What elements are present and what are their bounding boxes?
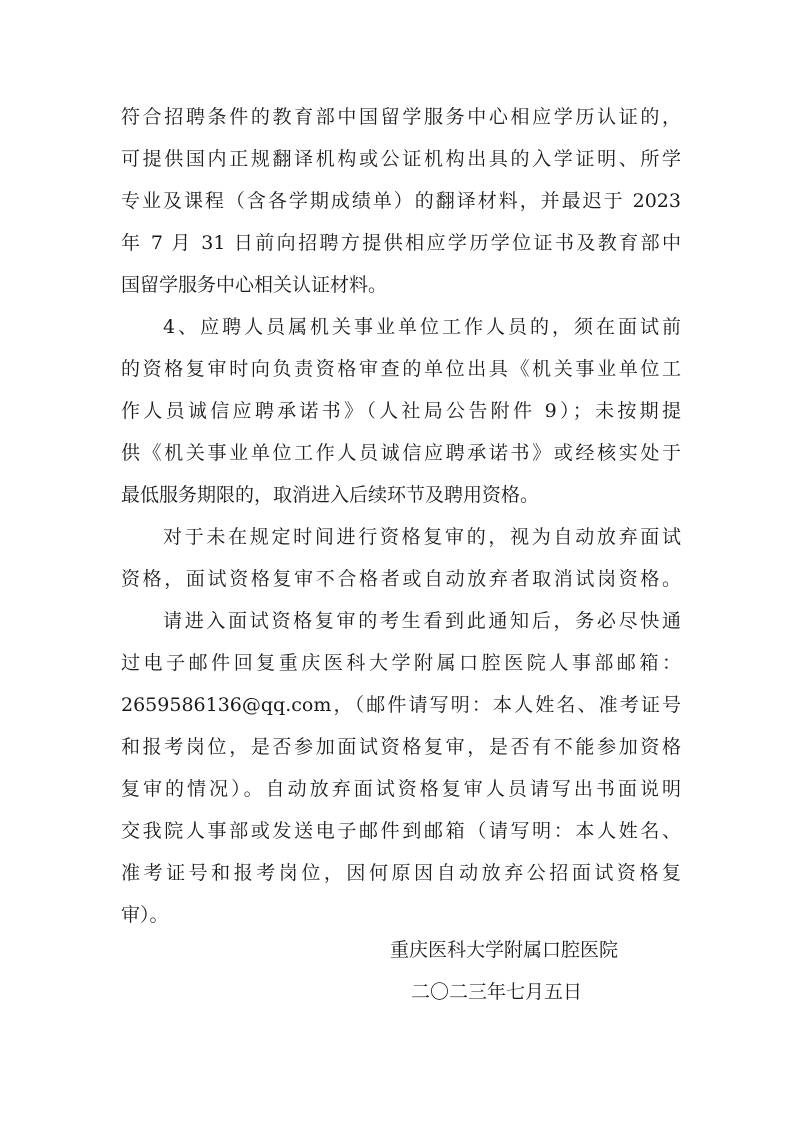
paragraph-2-line-5: 最低服务期限的，取消进入后续环节及聘用资格。 xyxy=(121,484,540,506)
paragraph-2-line-4: 供《机关事业单位工作人员诚信应聘承诺书》或经核实处于 xyxy=(121,442,681,464)
paragraph-4-line-5: 复审的情况）。自动放弃面试资格复审人员请写出书面说明 xyxy=(121,778,681,800)
paragraph-4-line-7: 准考证号和报考岗位，因何原因自动放弃公招面试资格复 xyxy=(121,862,681,884)
paragraph-4-line-4: 和报考岗位，是否参加面试资格复审，是否有不能参加资格 xyxy=(121,736,681,758)
paragraph-3-line-1: 对于未在规定时间进行资格复审的，视为自动放弃面试 xyxy=(163,526,681,548)
paragraph-4-line-1: 请进入面试资格复审的考生看到此通知后，务必尽快通 xyxy=(163,610,681,632)
paragraph-1-line-5: 国留学服务中心相关认证材料。 xyxy=(121,274,388,296)
paragraph-1-line-4: 年 7 月 31 日前向招聘方提供相应学历学位证书及教育部中 xyxy=(121,232,681,254)
paragraph-4-line-8: 审）。 xyxy=(121,904,169,926)
paragraph-4-line-6: 交我院人事部或发送电子邮件到邮箱（请写明：本人姓名、 xyxy=(121,820,681,842)
paragraph-2-line-3: 作人员诚信应聘承诺书》（人社局公告附件 9）；未按期提 xyxy=(121,400,681,422)
signature-organization: 重庆医科大学附属口腔医院 xyxy=(390,939,619,961)
paragraph-1-line-1: 符合招聘条件的教育部中国留学服务中心相应学历认证的， xyxy=(121,106,681,128)
paragraph-2-line-2: 的资格复审时向负责资格审查的单位出具《机关事业单位工 xyxy=(121,358,681,380)
paragraph-1-line-3: 专业及课程（含各学期成绩单）的翻译材料，并最迟于 2023 xyxy=(121,190,681,212)
paragraph-1-line-2: 可提供国内正规翻译机构或公证机构出具的入学证明、所学 xyxy=(121,148,681,170)
paragraph-4-line-3: 2659586136@qq.com，（邮件请写明：本人姓名、准考证号 xyxy=(121,694,681,716)
paragraph-3-line-2: 资格，面试资格复审不合格者或自动放弃者取消试岗资格。 xyxy=(121,568,681,590)
paragraph-4-line-2: 过电子邮件回复重庆医科大学附属口腔医院人事部邮箱： xyxy=(121,652,681,674)
signature-date: 二〇二三年七月五日 xyxy=(411,981,583,1003)
paragraph-2-line-1: 4、应聘人员属机关事业单位工作人员的，须在面试前 xyxy=(163,316,681,338)
